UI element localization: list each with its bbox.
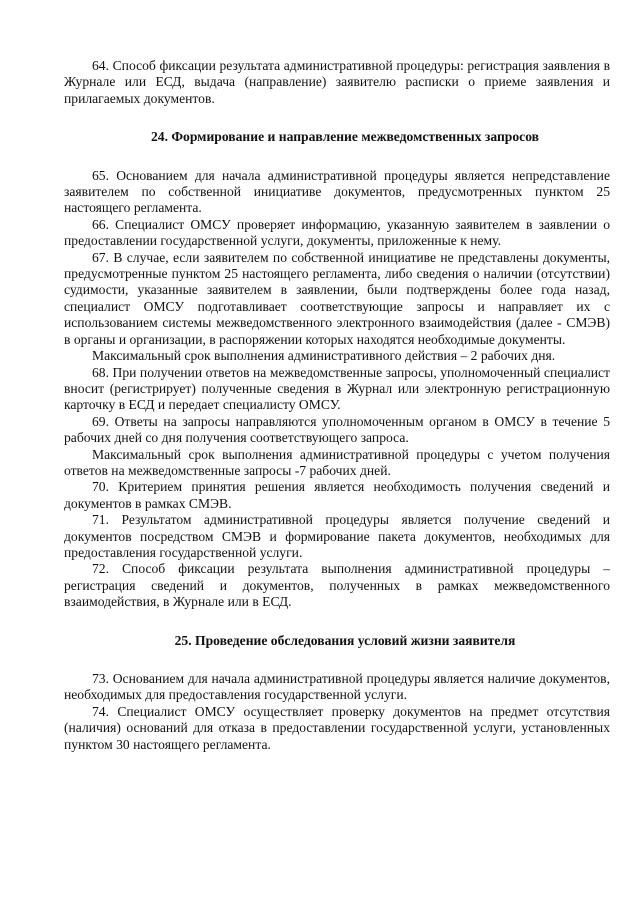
paragraph-max-term-7-days: Максимальный срок выполнения административной процедуры с учетом получения ответов на межведомственные запросы -7 рабочих дней. bbox=[64, 446, 610, 478]
spacer bbox=[64, 146, 610, 168]
paragraph-70: 70. Критерием принятия решения является необходимость получения сведений и документов в рамках СМЭВ. bbox=[64, 479, 610, 511]
paragraph-69: 69. Ответы на запросы направляются уполномоченным органом в ОМСУ в течение 5 рабочих дней со дня получения соответствующего запроса. bbox=[64, 413, 610, 446]
paragraph-67: 67. В случае, если заявителем по собственной инициативе не представлены документы, предусмотренные пунктом 25 настоящего регламента, либо сведения о наличии (отсутствии) судимости, указанные заявителем в заявлении, были подтверждены более года назад, специалист ОМСУ подготавливает соответствующие запросы и направляет их с использованием системы межведомственного электронного взаимодействия (далее - СМЭВ) в органы и организации, в распоряжении которых находятся необходимые документы. bbox=[64, 249, 610, 347]
spacer bbox=[64, 107, 610, 129]
paragraph-73: 73. Основанием для начала административной процедуры является наличие документов, необходимых для предоставления государственной услуги. bbox=[64, 671, 610, 703]
paragraph-64: 64. Способ фиксации результата административной процедуры: регистрация заявления в Журнале или ЕСД, выдача (направление) заявителю расписки о приеме заявления и прилагаемых документов. bbox=[64, 58, 610, 106]
paragraph-72: 72. Способ фиксации результата выполнения административной процедуры – регистрация сведений и документов, полученных в рамках межведомственного взаимодействия, в Журнале или в ЕСД. bbox=[64, 561, 610, 610]
paragraph-74: 74. Специалист ОМСУ осуществляет проверку документов на предмет отсутствия (наличия) оснований для отказа в предоставлении государственной услуги, установленных пунктом 30 настоящего регламента. bbox=[64, 703, 610, 752]
paragraph-66: 66. Специалист ОМСУ проверяет информацию, указанную заявителем в заявлении о предоставлении государственной услуги, документы, приложенные к нему. bbox=[64, 216, 610, 249]
paragraph-65: 65. Основанием для начала административной процедуры является непредставление заявителем по собственной инициативе документов, предусмотренных пунктом 25 настоящего регламента. bbox=[64, 167, 610, 216]
spacer bbox=[64, 649, 610, 671]
paragraph-max-term-2-days: Максимальный срок выполнения административного действия – 2 рабочих дня. bbox=[92, 348, 556, 364]
spacer bbox=[64, 611, 610, 633]
section-heading-25: 25. Проведение обследования условий жизни заявителя bbox=[174, 632, 516, 648]
paragraph-71: 71. Результатом административной процедуры является получение сведений и документов посредством СМЭВ и формирование пакета документов, необходимых для предоставления государственной услуги. bbox=[64, 512, 610, 560]
paragraph-68: 68. При получении ответов на межведомственные запросы, уполномоченный специалист вносит (регистрирует) полученные сведения в Журнал или электронную регистрационную карточку в ЕСД и передает специалисту ОМСУ. bbox=[64, 364, 610, 413]
section-heading-24: 24. Формирование и направление межведомственных запросов bbox=[150, 129, 540, 145]
document-page bbox=[64, 58, 610, 753]
